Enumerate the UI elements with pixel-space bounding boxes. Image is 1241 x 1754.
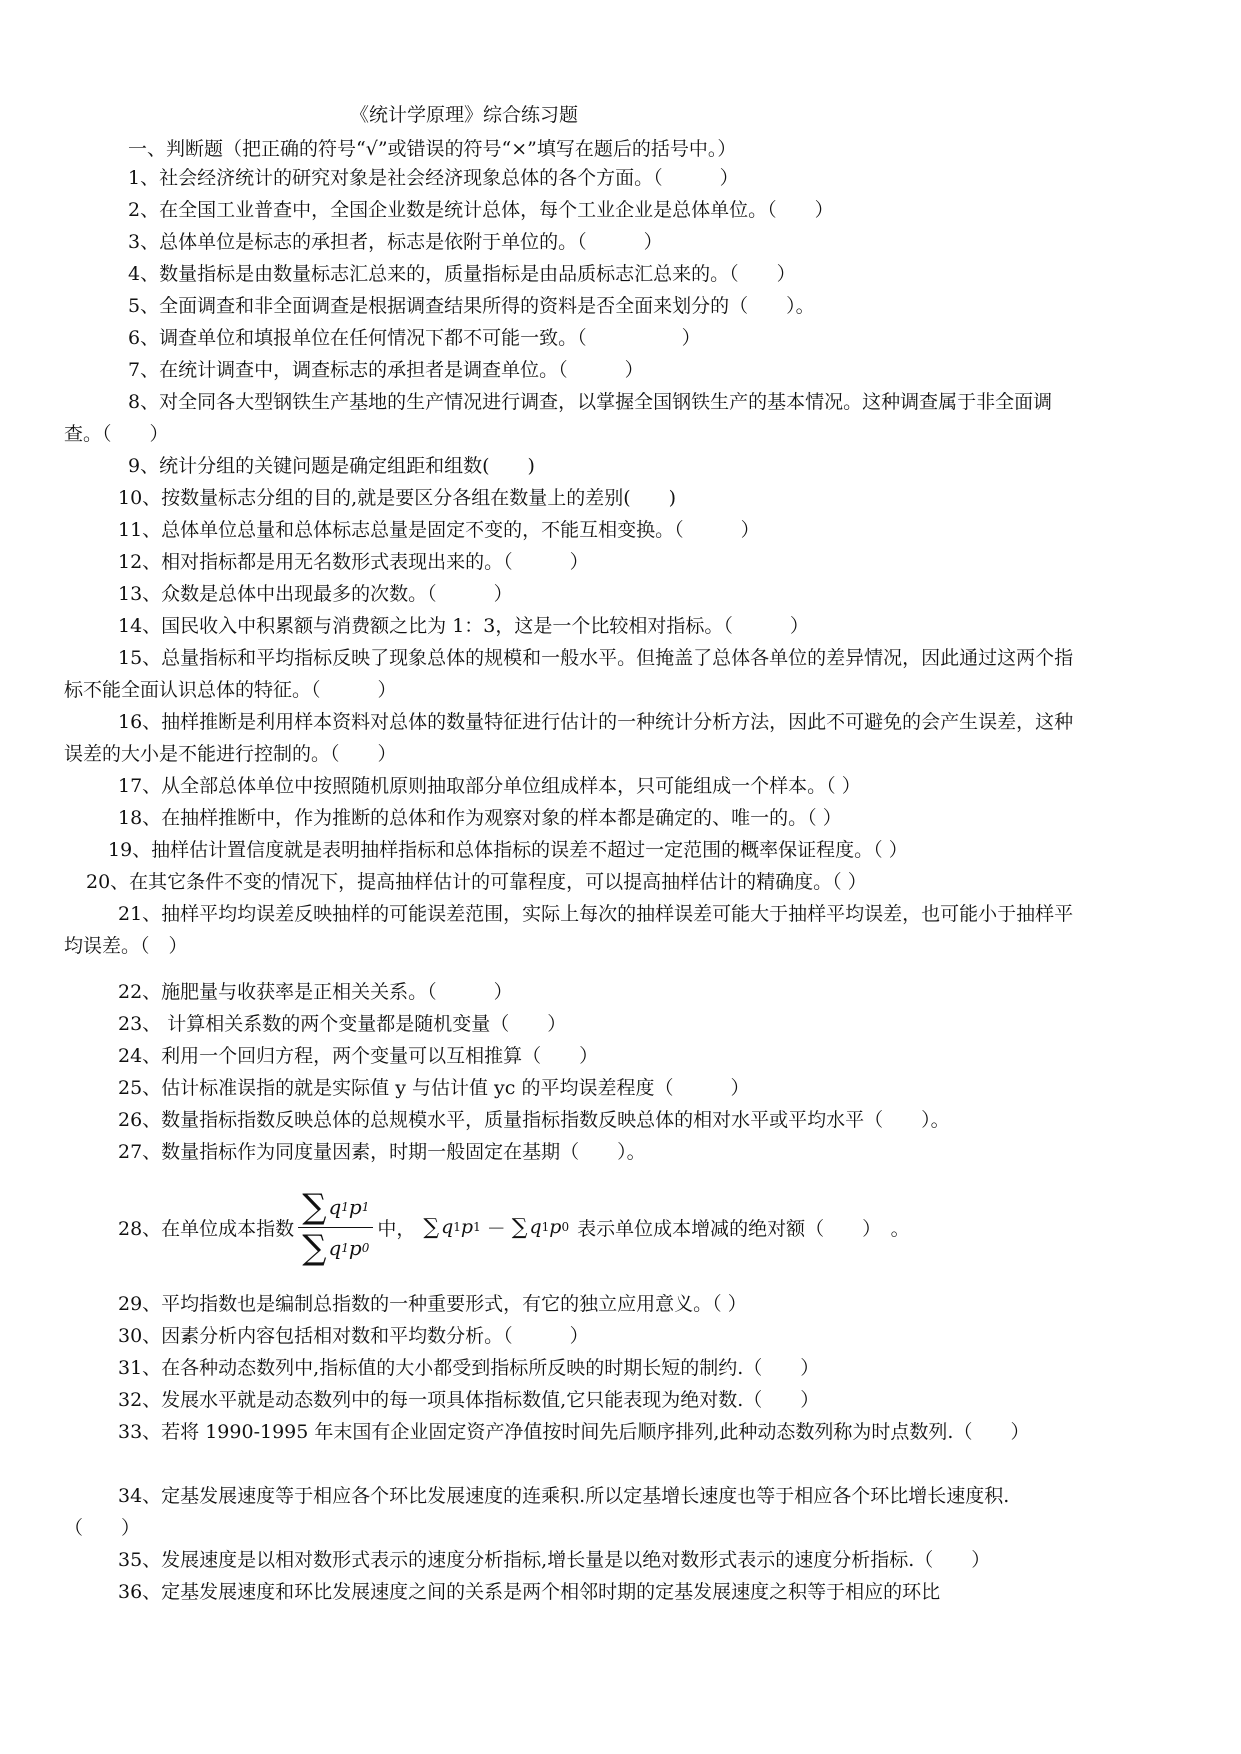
question-27: 27、数量指标作为同度量因素，时期一般固定在基期（ ）。 <box>118 1141 646 1163</box>
question-29: 29、平均指数也是编制总指数的一种重要形式，有它的独立应用意义。（ ） <box>118 1293 747 1315</box>
question-9: 9、统计分组的关键问题是确定组距和组数( ) <box>128 455 535 477</box>
question-15: 15、总量指标和平均指标反映了现象总体的规模和一般水平。但掩盖了总体各单位的差异情况，因此通过这两个指标不能全面认识总体的特征。（ ） <box>64 647 1074 701</box>
question-24: 24、利用一个回归方程，两个变量可以互相推算（ ） <box>118 1045 599 1067</box>
question-1: 1、社会经济统计的研究对象是社会经济现象总体的各个方面。（ ） <box>128 167 739 189</box>
question-28-suffix: 表示单位成本增减的绝对额（ ） 。 <box>577 1217 910 1240</box>
question-10: 10、按数量标志分组的目的,就是要区分各组在数量上的差别( ) <box>118 487 677 509</box>
question-28-mid: 中， <box>377 1217 416 1240</box>
question-21: 21、抽样平均均误差反映抽样的可能误差范围，实际上每次的抽样误差可能大于抽样平均误差，也可能小于抽样平均误差。（ ） <box>64 903 1074 957</box>
question-36: 36、定基发展速度和环比发展速度之间的关系是两个相邻时期的定基发展速度之积等于相应的环比 <box>118 1581 941 1603</box>
question-33: 33、若将 1990-1995 年末国有企业固定资产净值按时间先后顺序排列,此种动态数列称为时点数列.（ ） <box>118 1421 1030 1443</box>
question-7: 7、在统计调查中，调查标志的承担者是调查单位。（ ） <box>128 359 644 381</box>
question-14: 14、国民收入中积累额与消费额之比为 1：3，这是一个比较相对指标。（ ） <box>118 615 809 637</box>
question-31: 31、在各种动态数列中,指标值的大小都受到指标所反映的时期长短的制约.（ ） <box>118 1357 820 1379</box>
section-heading: 一、判断题（把正确的符号“√”或错误的符号“×”填写在题后的括号中。） <box>128 138 737 160</box>
question-22: 22、施肥量与收获率是正相关关系。（ ） <box>118 981 513 1003</box>
question-4: 4、数量指标是由数量标志汇总来的，质量指标是由品质标志汇总来的。（ ） <box>128 263 796 285</box>
question-30: 30、因素分析内容包括相对数和平均数分析。（ ） <box>118 1325 589 1347</box>
question-35: 35、发展速度是以相对数形式表示的速度分析指标,增长量是以绝对数形式表示的速度分析指标.（ ） <box>118 1549 991 1571</box>
question-28 <box>118 1182 910 1272</box>
unit-cost-index-fraction <box>298 1186 373 1268</box>
question-34: 34、定基发展速度等于相应各个环比发展速度的连乘积.所以定基增长速度也等于相应各个环比增长速度积.（ ） <box>64 1485 1010 1539</box>
question-2: 2、在全国工业普查中，全国企业数是统计总体，每个工业企业是总体单位。（ ） <box>128 199 834 221</box>
fraction-numerator: ∑ q 1 p 1 <box>302 1186 370 1227</box>
question-28-prefix: 28、在单位成本指数 <box>118 1217 295 1240</box>
question-19: 19、抽样估计置信度就是表明抽样指标和总体指标的误差不超过一定范围的概率保证程度。（ ） <box>108 839 908 861</box>
question-8: 8、对全同各大型钢铁生产基地的生产情况进行调查，以掌握全国钢铁生产的基本情况。这种调查属于非全面调查。（ ） <box>64 391 1053 445</box>
question-16: 16、抽样推断是利用样本资料对总体的数量特征进行估计的一种统计分析方法，因此不可避免的会产生误差，这种误差的大小是不能进行控制的。（ ） <box>64 711 1074 765</box>
question-32: 32、发展水平就是动态数列中的每一项具体指标数值,它只能表现为绝对数.（ ） <box>118 1389 820 1411</box>
question-13: 13、众数是总体中出现最多的次数。（ ） <box>118 583 513 605</box>
question-23: 23、 计算相关系数的两个变量都是随机变量（ ） <box>118 1013 567 1035</box>
fraction-denominator: ∑ q 1 p 0 <box>302 1227 370 1268</box>
question-3: 3、总体单位是标志的承担者，标志是依附于单位的。（ ） <box>128 231 663 253</box>
question-17: 17、从全部总体单位中按照随机原则抽取部分单位组成样本，只可能组成一个样本。（ ） <box>118 775 861 797</box>
question-18: 18、在抽样推断中，作为推断的总体和作为观察对象的样本都是确定的、唯一的。（ ） <box>118 807 842 829</box>
sigma-symbol: ∑ <box>302 1227 327 1268</box>
question-12: 12、相对指标都是用无名数形式表现出来的。（ ） <box>118 551 589 573</box>
question-11: 11、总体单位总量和总体标志总量是固定不变的，不能互相变换。（ ） <box>118 519 760 541</box>
question-5: 5、全面调查和非全面调查是根据调查结果所得的资料是否全面来划分的（ ）。 <box>128 295 815 317</box>
question-6: 6、调查单位和填报单位在任何情况下都不可能一致。（ ） <box>128 327 701 349</box>
difference-expression: ∑ q 1 p 1 － ∑ q 1 p 0 <box>423 1214 570 1240</box>
question-25: 25、估计标准误指的就是实际值 y 与估计值 yc 的平均误差程度（ ） <box>118 1077 750 1099</box>
question-20: 20、在其它条件不变的情况下，提高抽样估计的可靠程度，可以提高抽样估计的精确度。（ ） <box>86 871 867 893</box>
question-26: 26、数量指标指数反映总体的总规模水平，质量指标指数反映总体的相对水平或平均水平（ ）。 <box>118 1109 950 1131</box>
sigma-symbol: ∑ <box>302 1186 327 1227</box>
document-title: 《统计学原理》综合练习题 <box>350 104 579 126</box>
